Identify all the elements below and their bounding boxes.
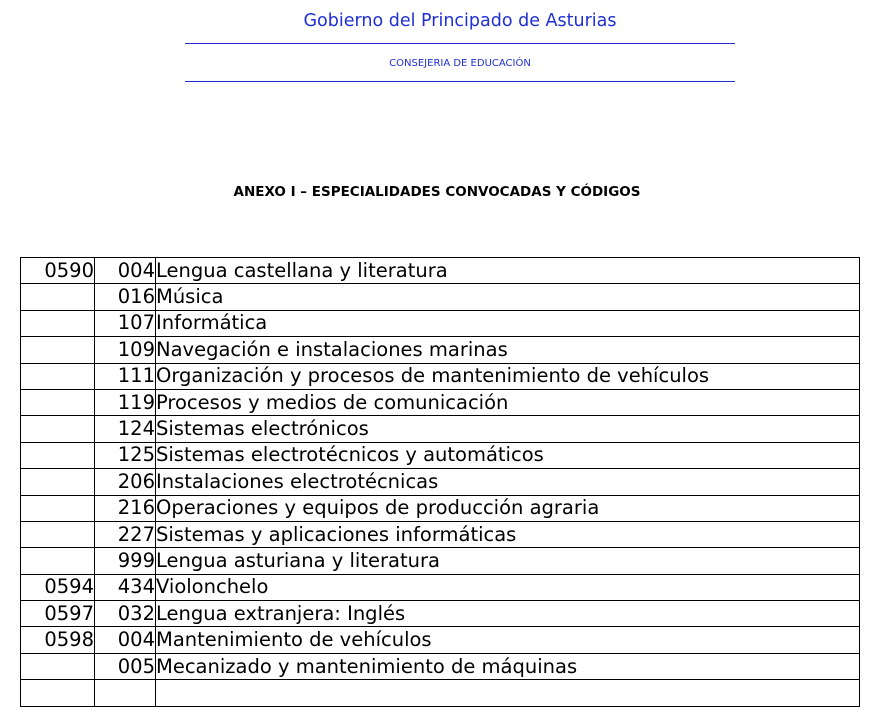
table-row bbox=[21, 574, 860, 600]
specialty-code-cell: 119 bbox=[95, 389, 156, 415]
specialty-code-cell: 125 bbox=[95, 442, 156, 468]
header-top-rule bbox=[185, 43, 735, 44]
department-name: CONSEJERIA DE EDUCACIÓN bbox=[389, 58, 531, 69]
specialty-name-cell: Sistemas electrónicos bbox=[156, 416, 860, 442]
specialty-code-cell: 216 bbox=[95, 495, 156, 521]
body-code-cell: 0598 bbox=[21, 627, 95, 653]
table-row bbox=[21, 363, 860, 389]
table-row bbox=[21, 284, 860, 310]
specialty-code-cell: 004 bbox=[95, 627, 156, 653]
table-row bbox=[21, 653, 860, 679]
specialties-table bbox=[20, 257, 860, 707]
body-code-cell bbox=[21, 653, 95, 679]
specialty-code-cell: 999 bbox=[95, 548, 156, 574]
specialty-name-cell: Música bbox=[156, 284, 860, 310]
body-code-cell bbox=[21, 416, 95, 442]
table-row bbox=[21, 601, 860, 627]
table-row bbox=[21, 442, 860, 468]
specialty-code-cell: 005 bbox=[95, 653, 156, 679]
specialty-code-cell: 004 bbox=[95, 258, 156, 284]
specialty-name-cell: Organización y procesos de mantenimiento de vehículos bbox=[156, 363, 860, 389]
specialties-table-body bbox=[21, 258, 860, 707]
specialty-name-cell: Sistemas y aplicaciones informáticas bbox=[156, 521, 860, 547]
body-code-cell bbox=[21, 680, 95, 706]
table-row bbox=[21, 337, 860, 363]
specialty-name-cell: Instalaciones electrotécnicas bbox=[156, 469, 860, 495]
specialty-name-cell: Sistemas electrotécnicos y automáticos bbox=[156, 442, 860, 468]
body-code-cell bbox=[21, 495, 95, 521]
body-code-cell bbox=[21, 284, 95, 310]
government-title: Gobierno del Principado de Asturias bbox=[303, 11, 617, 31]
body-code-cell bbox=[21, 442, 95, 468]
specialty-name-cell: Mantenimiento de vehículos bbox=[156, 627, 860, 653]
body-code-cell: 0590 bbox=[21, 258, 95, 284]
body-code-cell bbox=[21, 389, 95, 415]
specialty-name-cell: Operaciones y equipos de producción agraria bbox=[156, 495, 860, 521]
header-bottom-rule bbox=[185, 81, 735, 82]
specialty-name-cell: Procesos y medios de comunicación bbox=[156, 389, 860, 415]
specialty-code-cell: 111 bbox=[95, 363, 156, 389]
specialty-code-cell bbox=[95, 680, 156, 706]
table-row bbox=[21, 258, 860, 284]
specialty-name-cell: Mecanizado y mantenimiento de máquinas bbox=[156, 653, 860, 679]
specialty-name-cell: Lengua castellana y literatura bbox=[156, 258, 860, 284]
specialty-name-cell: Informática bbox=[156, 310, 860, 336]
body-code-cell bbox=[21, 469, 95, 495]
table-row bbox=[21, 548, 860, 574]
body-code-cell bbox=[21, 521, 95, 547]
table-row bbox=[21, 495, 860, 521]
specialty-code-cell: 227 bbox=[95, 521, 156, 547]
table-row bbox=[21, 680, 860, 706]
body-code-cell bbox=[21, 337, 95, 363]
specialty-name-cell: Lengua asturiana y literatura bbox=[156, 548, 860, 574]
body-code-cell: 0594 bbox=[21, 574, 95, 600]
table-row bbox=[21, 310, 860, 336]
specialty-code-cell: 124 bbox=[95, 416, 156, 442]
table-row bbox=[21, 469, 860, 495]
annex-title: ANEXO I – ESPECIALIDADES CONVOCADAS Y CÓDIGOS bbox=[233, 184, 641, 200]
body-code-cell bbox=[21, 363, 95, 389]
specialty-code-cell: 434 bbox=[95, 574, 156, 600]
specialty-code-cell: 206 bbox=[95, 469, 156, 495]
specialty-code-cell: 032 bbox=[95, 601, 156, 627]
specialty-code-cell: 016 bbox=[95, 284, 156, 310]
specialty-code-cell: 109 bbox=[95, 337, 156, 363]
table-row bbox=[21, 389, 860, 415]
specialty-code-cell: 107 bbox=[95, 310, 156, 336]
table-row bbox=[21, 521, 860, 547]
body-code-cell bbox=[21, 310, 95, 336]
specialty-name-cell: Lengua extranjera: Inglés bbox=[156, 601, 860, 627]
specialty-name-cell: Navegación e instalaciones marinas bbox=[156, 337, 860, 363]
table-row bbox=[21, 627, 860, 653]
specialty-name-cell bbox=[156, 680, 860, 706]
body-code-cell bbox=[21, 548, 95, 574]
table-row bbox=[21, 416, 860, 442]
specialty-name-cell: Violonchelo bbox=[156, 574, 860, 600]
body-code-cell: 0597 bbox=[21, 601, 95, 627]
